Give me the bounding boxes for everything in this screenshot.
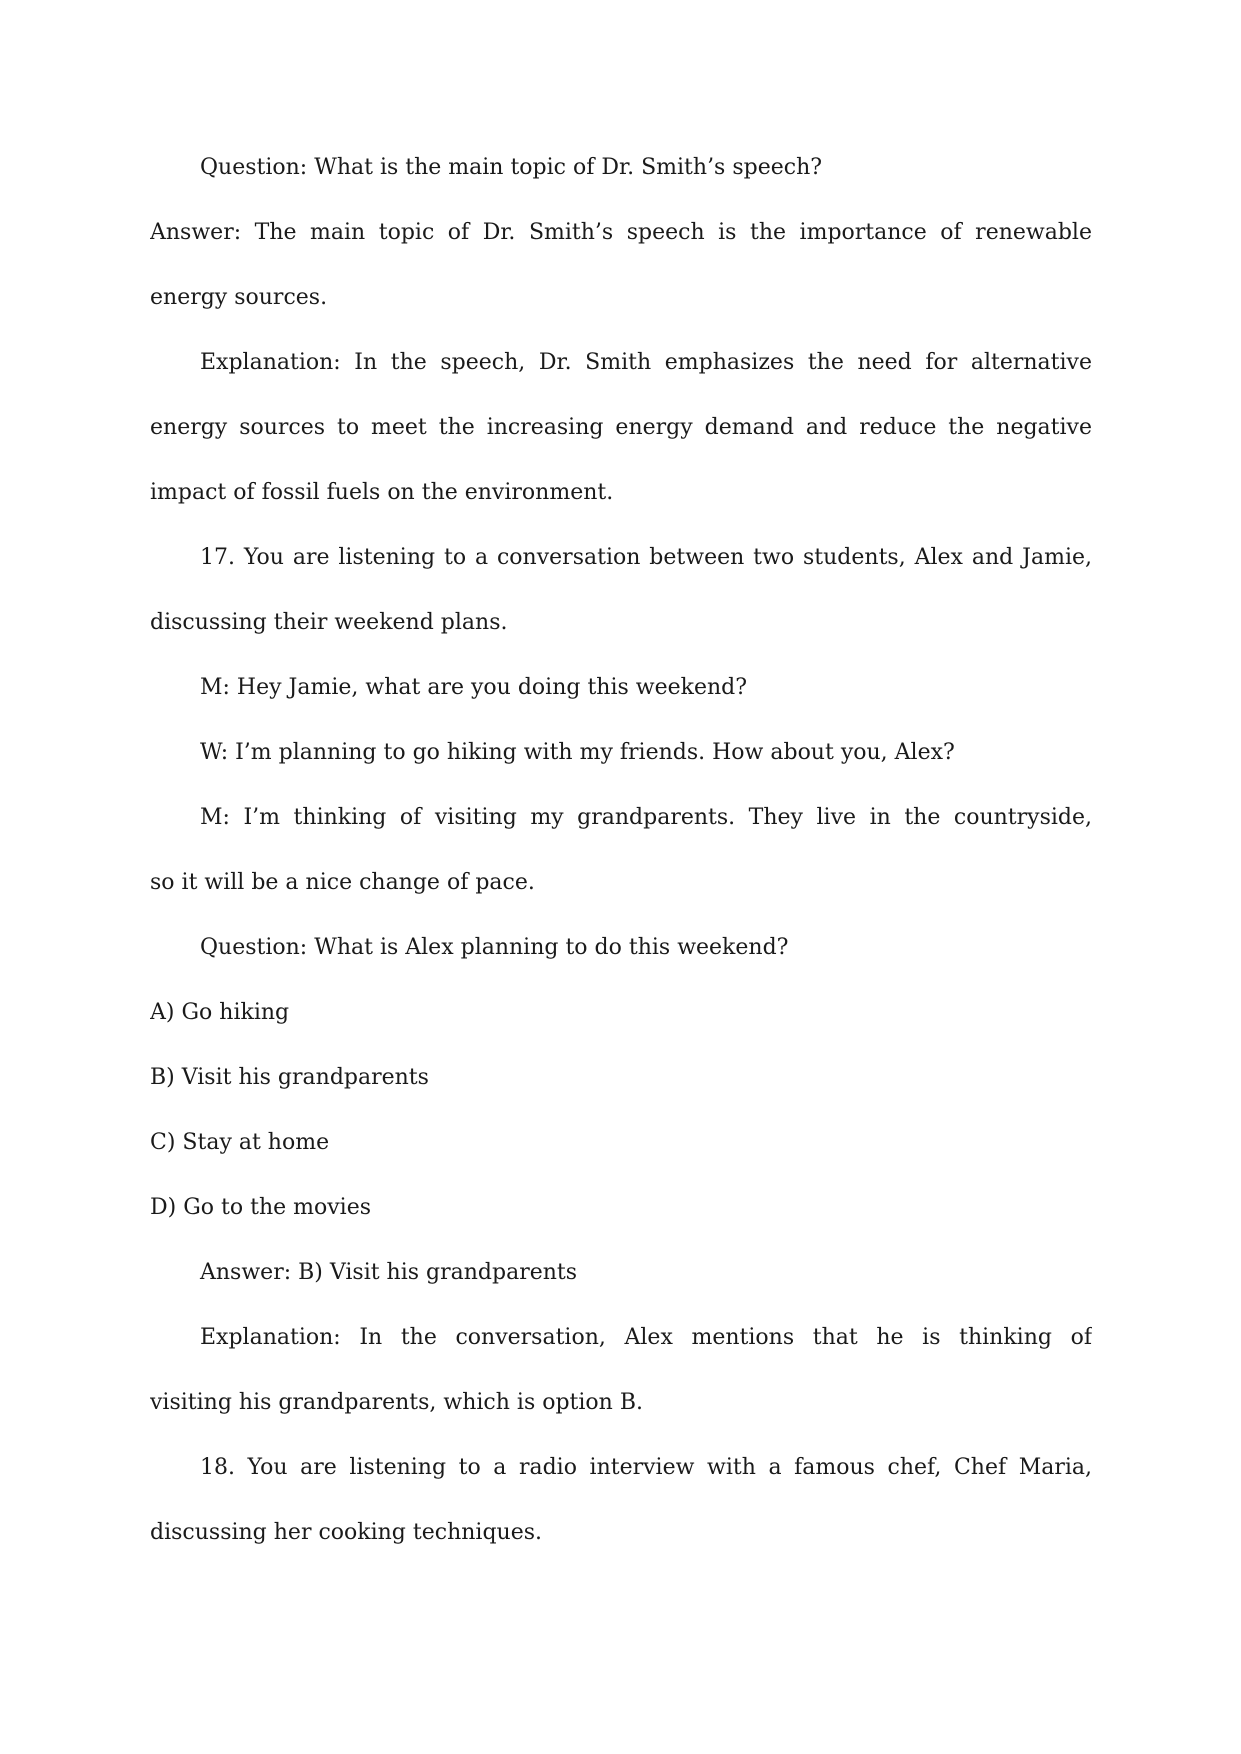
text-line: Answer: The main topic of Dr. Smith’s speech is the importance of renewable [150, 220, 1092, 245]
text-line: Question: What is the main topic of Dr. Smith’s speech? [200, 155, 823, 180]
text-line: D) Go to the movies [150, 1195, 372, 1220]
text-line: 18. You are listening to a radio interview with a famous chef, Chef Maria, [200, 1455, 1092, 1480]
text-line: discussing her cooking techniques. [150, 1520, 542, 1545]
text-line: energy sources to meet the increasing energy demand and reduce the negative [150, 415, 1092, 440]
text-line: A) Go hiking [150, 1000, 290, 1025]
text-line: W: I’m planning to go hiking with my friends. How about you, Alex? [200, 740, 955, 765]
text-line: M: Hey Jamie, what are you doing this weekend? [200, 675, 748, 700]
text-line: B) Visit his grandparents [150, 1065, 429, 1090]
text-line: Explanation: In the conversation, Alex mentions that he is thinking of [200, 1325, 1092, 1350]
text-line: C) Stay at home [150, 1130, 330, 1155]
text-line: visiting his grandparents, which is option B. [150, 1390, 644, 1415]
text-line: Explanation: In the speech, Dr. Smith emphasizes the need for alternative [200, 350, 1092, 375]
text-line: so it will be a nice change of pace. [150, 870, 535, 895]
text-line: discussing their weekend plans. [150, 610, 508, 635]
text-line: M: I’m thinking of visiting my grandparents. They live in the countryside, [200, 805, 1092, 830]
text-line: Question: What is Alex planning to do this weekend? [200, 935, 789, 960]
text-line: Answer: B) Visit his grandparents [200, 1260, 578, 1285]
text-line: energy sources. [150, 285, 328, 310]
text-line: impact of fossil fuels on the environment. [150, 480, 614, 505]
text-line: 17. You are listening to a conversation between two students, Alex and Jamie, [200, 545, 1092, 570]
document-body [150, 135, 1092, 1565]
